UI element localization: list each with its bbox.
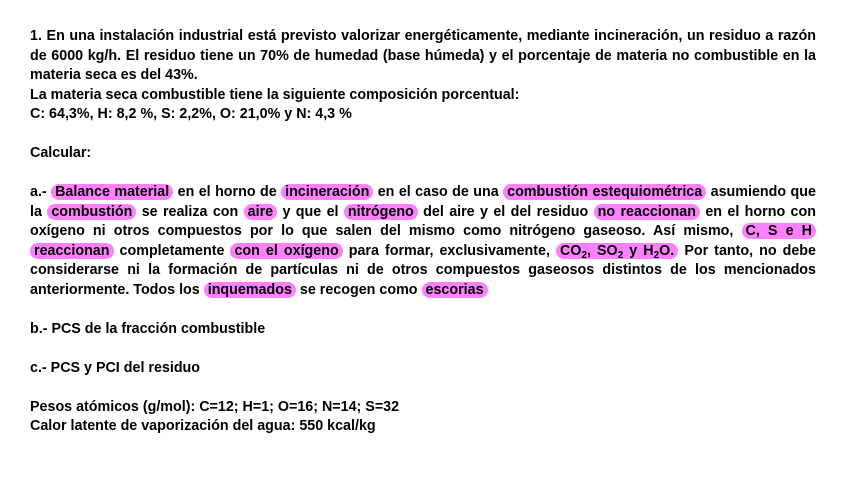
formula-conjunction: y [623,242,644,259]
highlight-no-reaccionan: no reaccionan [594,204,700,220]
text-segment: para formar, exclusivamente, [348,242,550,259]
formula-so-base: SO [597,242,618,259]
formula-co-subscript: 2 [581,249,587,261]
spacer [30,339,816,359]
composition-values: C: 64,3%, H: 8,2 %, S: 2,2%, O: 21,0% y N: 4,3 % [30,106,352,122]
text-segment: en el caso de una [377,184,499,200]
formula-co-base: CO [559,242,582,259]
highlight-con-el-oxigeno: con el oxígeno [230,243,342,259]
formula-so-subscript: 2 [617,249,624,261]
formula-separator: , [587,242,598,259]
formula-o: O. [659,242,675,259]
formula-so2 [597,243,623,259]
formula-h-base: H [643,242,654,259]
formula-co2 [560,243,587,259]
text-segment: se realiza con [141,203,239,220]
text-segment: en el horno con oxígeno ni otros compuestos por lo que salen del mismo como nitrógeno gaseoso. Así mismo, [30,203,816,239]
composition-lead: La materia seca combustible tiene la siguiente composición porcentual: [30,86,520,103]
highlight-aire: aire [244,204,277,220]
highlight-inquemados: inquemados [204,282,296,298]
atomic-weights: Pesos atómicos (g/mol): C=12; H=1; O=16; N=14; S=32 [30,398,400,415]
highlight-combustion: combustión [47,204,136,220]
part-a-label: a.- [30,184,47,200]
spacer [30,164,816,184]
highlight-incineracion: incineración [281,184,373,200]
text-segment: completamente [119,242,225,259]
part-b: b.- PCS de la fracción combustible [30,320,266,337]
text-segment: se recogen como [299,281,418,298]
text-segment: asumiendo que la [30,184,816,220]
highlight-formulas [556,243,678,259]
highlight-c-s-h-reaccionan: C, S e H reaccionan [30,223,816,259]
text-segment: del aire y el del residuo [423,203,589,220]
formula-h2o [643,243,674,259]
latent-heat: Calor latente de vaporización del agua: 550 kcal/kg [30,418,376,434]
formula-h-subscript: 2 [653,249,660,261]
text-segment: Por tanto, no debe considerarse ni la formación de partículas ni de otros compuestos gaseosos distintos de los mencionados anteriormente. Todos los [30,242,816,298]
highlight-balance-material: Balance material [51,184,173,200]
spacer [30,378,816,398]
highlight-combustion-estequiometrica: combustión estequiométrica [503,184,706,200]
highlight-nitrogeno: nitrógeno [344,204,418,220]
problem-statement: 1. En una instalación industrial está previsto valorizar energéticamente, mediante incineración, un residuo a razón de 6000 kg/h. El residuo tiene un 70% de humedad (base húmeda) y el porcentaje de materia no combustible en la materia seca es del 43%. [30,28,816,83]
calcular-heading: Calcular: [30,145,92,161]
part-c: c.- PCS y PCI del residuo [30,359,201,376]
text-segment: en el horno de [177,184,277,200]
spacer [30,300,816,320]
spacer [30,125,816,145]
part-a-paragraph [30,183,816,300]
text-segment: y que el [282,203,339,220]
highlight-escorias: escorias [422,282,488,298]
